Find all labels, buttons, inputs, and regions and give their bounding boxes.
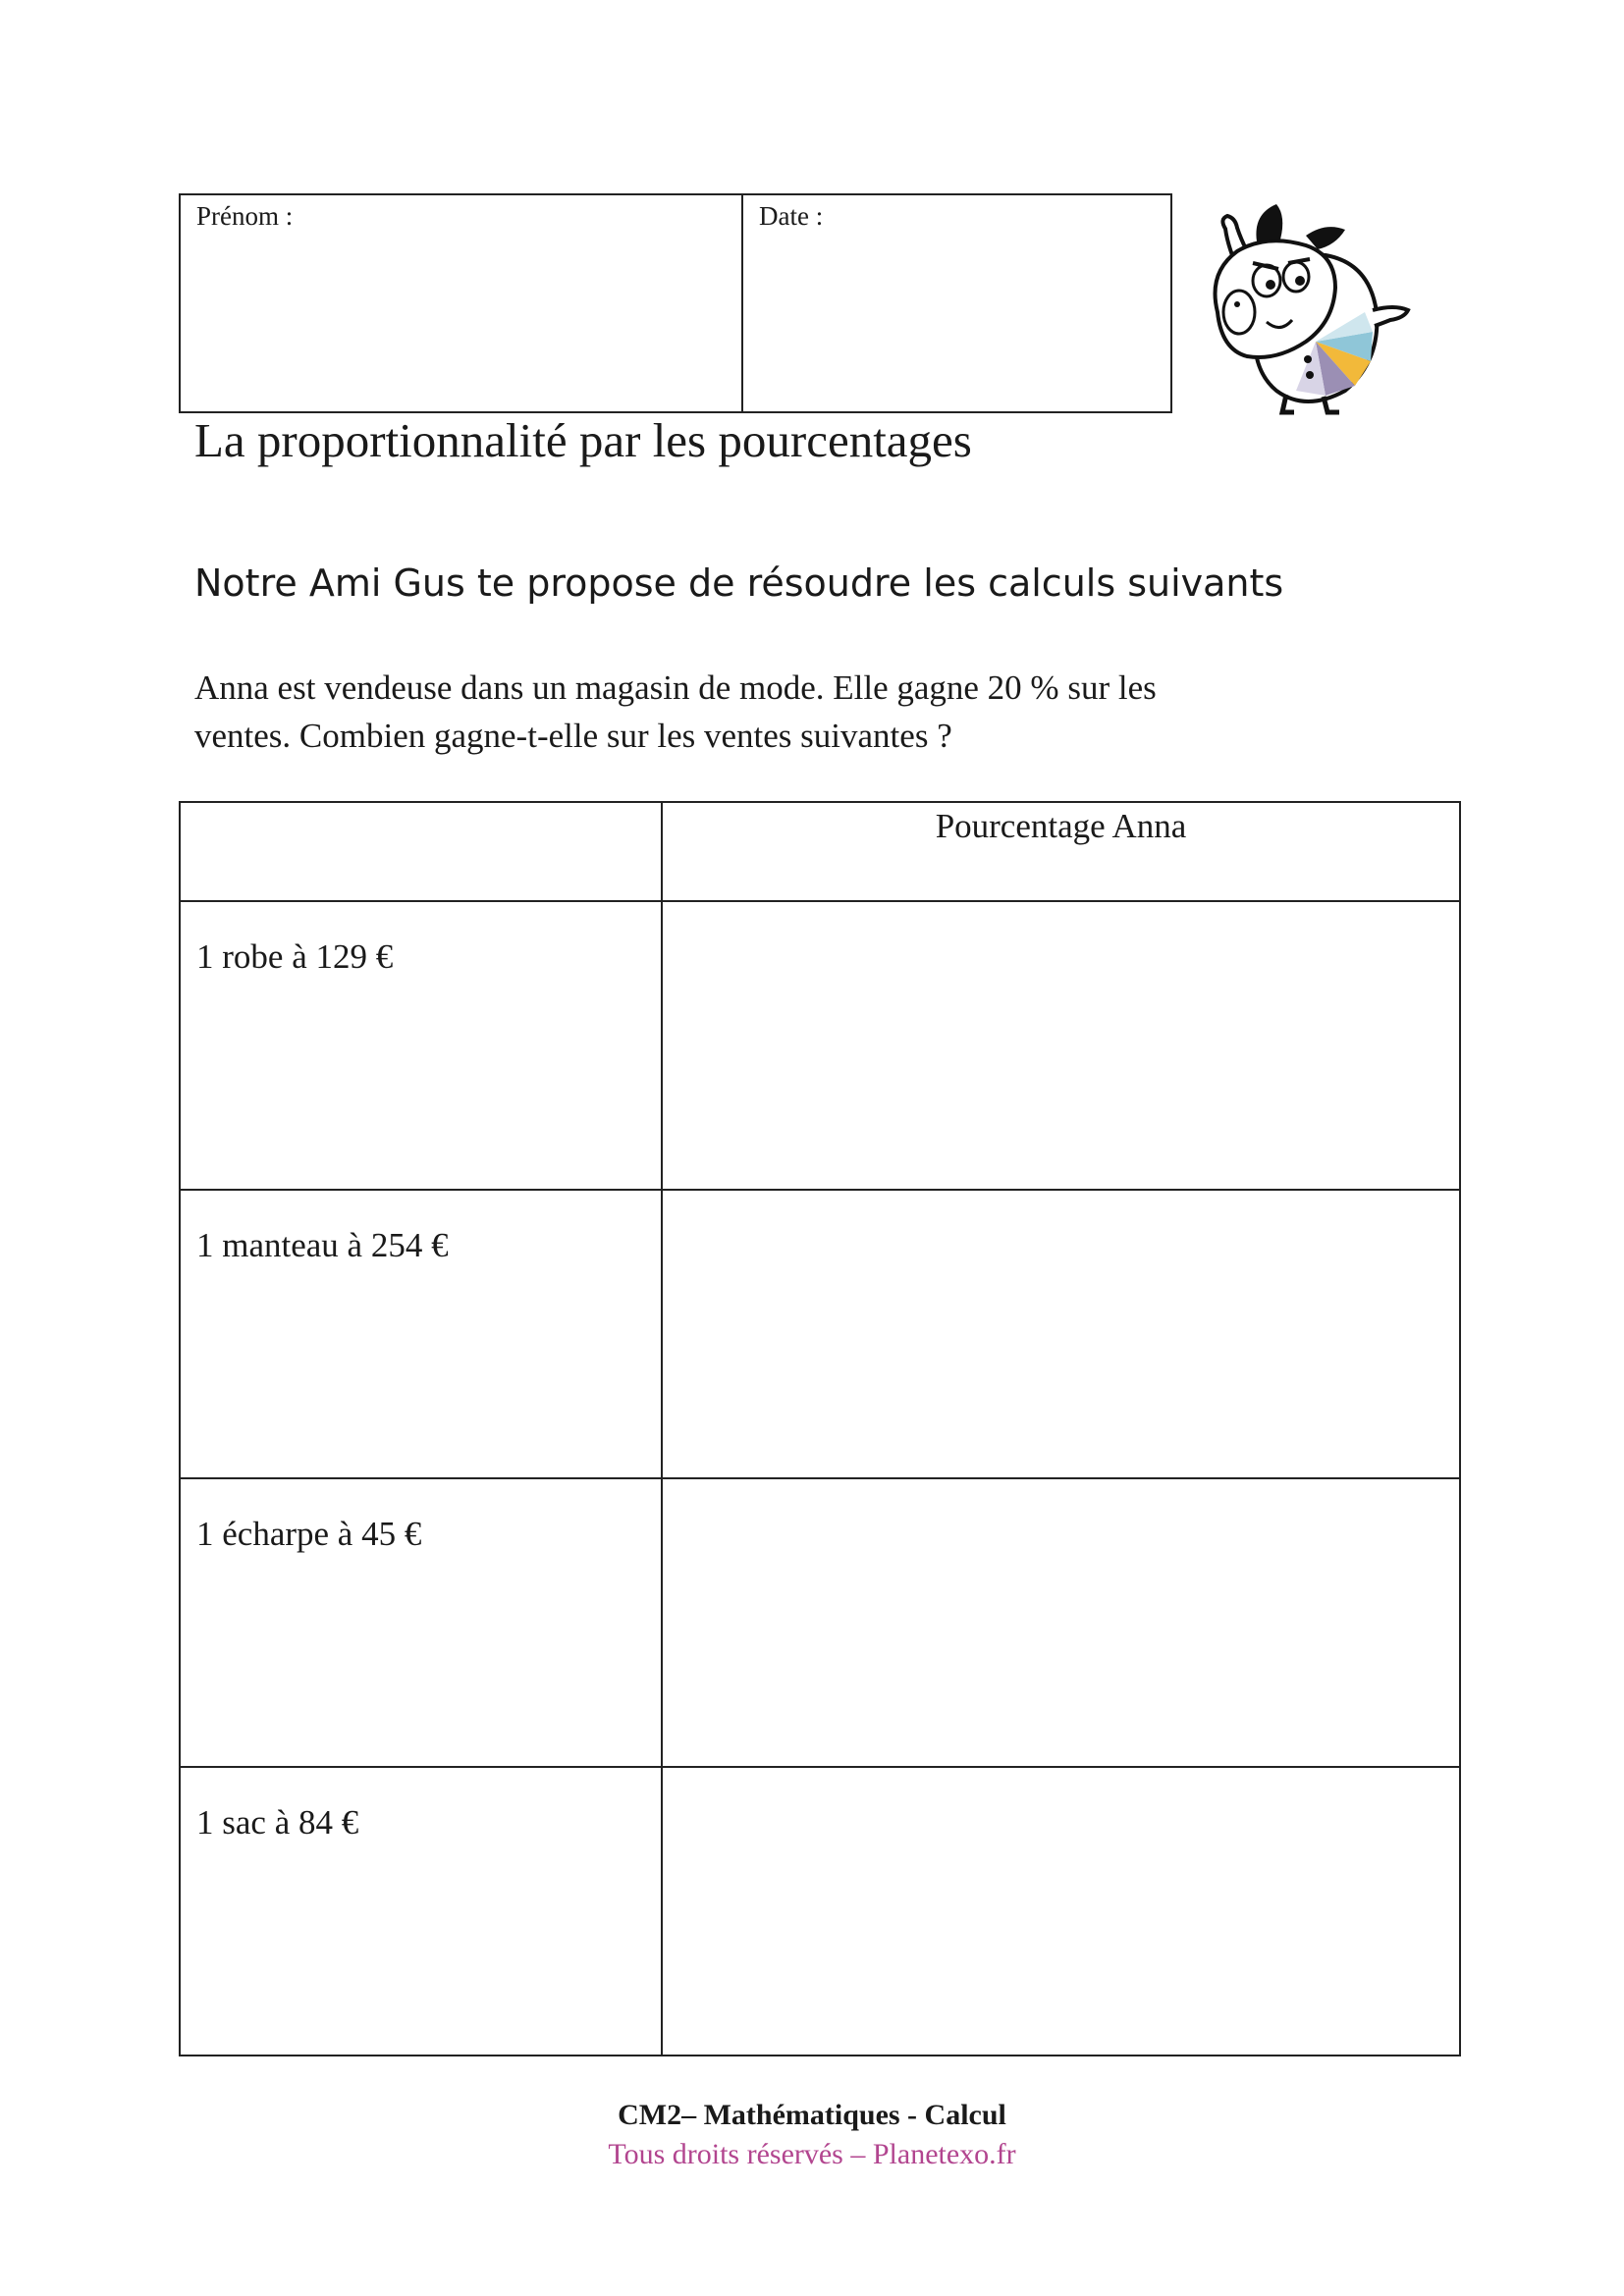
gus-mascot-icon (1198, 194, 1414, 416)
problem-line-1: Anna est vendeuse dans un magasin de mode. Elle gagne 20 % sur les (194, 668, 1157, 707)
table-row (180, 901, 1460, 1190)
item-label: 1 écharpe à 45 € (180, 1478, 662, 1767)
item-label: 1 manteau à 254 € (180, 1190, 662, 1478)
table-header-row (180, 802, 1460, 901)
footer-copyright: Tous droits réservés – Planetexo.fr (608, 2138, 1016, 2170)
answer-cell[interactable] (662, 1767, 1460, 2056)
page-title: La proportionnalité par les pourcentages (194, 413, 972, 467)
table-header-empty (180, 802, 662, 901)
table-row (180, 1478, 1460, 1767)
answer-cell[interactable] (662, 1190, 1460, 1478)
name-date-box (179, 193, 1172, 413)
table-row (180, 1190, 1460, 1478)
item-label: 1 robe à 129 € (180, 901, 662, 1190)
prenom-label: Prénom : (196, 201, 294, 231)
footer-course: CM2– Mathématiques - Calcul (618, 2099, 1006, 2131)
answer-cell[interactable] (662, 901, 1460, 1190)
date-field[interactable] (742, 194, 1171, 412)
answer-cell[interactable] (662, 1478, 1460, 1767)
instruction-subtitle: Notre Ami Gus te propose de résoudre les calculs suivants (194, 561, 1284, 605)
column-header: Pourcentage Anna (662, 802, 1460, 901)
table-row (180, 1767, 1460, 2056)
exercise-table (179, 801, 1461, 2056)
date-label: Date : (759, 201, 824, 231)
prenom-field[interactable] (180, 194, 742, 412)
problem-statement (194, 664, 1471, 760)
problem-line-2: ventes. Combien gagne-t-elle sur les ventes suivantes ? (194, 717, 952, 755)
item-label: 1 sac à 84 € (180, 1767, 662, 2056)
